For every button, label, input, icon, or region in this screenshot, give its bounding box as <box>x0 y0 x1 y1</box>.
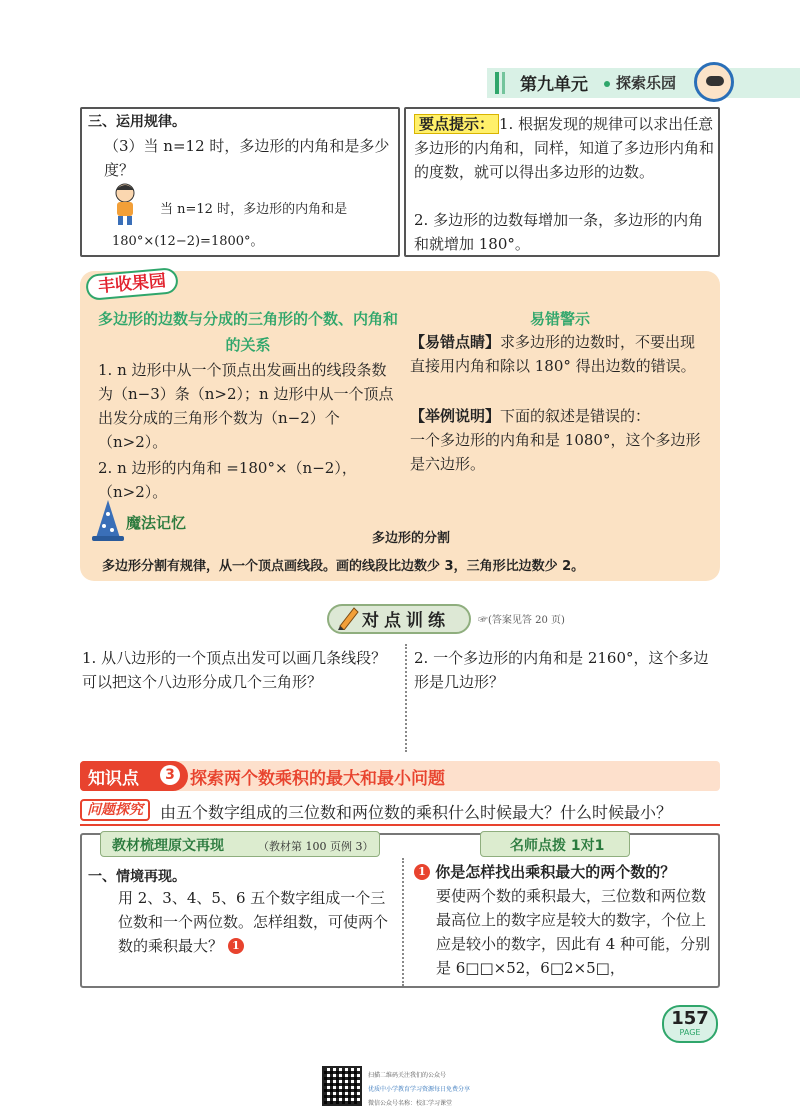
column-divider <box>402 858 404 986</box>
scenario-body: 用 2、3、4、5、6 五个数字组成一个三位数和一个两位数。怎样组数，可使两个数的乘积最大？ 1 <box>118 889 389 955</box>
error-paragraph: 【易错点睛】求多边形的边数时，不要出现直接用内角和除以 180° 得出边数的错误。 <box>410 333 696 375</box>
header-stripe <box>502 72 505 94</box>
exercise-2: 2. 一个多边形的内角和是 2160°，这个多边形是几边形？ <box>414 649 709 691</box>
teacher-question: 1 你是怎样找出乘积最大的两个数的？ <box>414 860 714 884</box>
section-title: 探索乐园 <box>616 74 677 92</box>
question-text: （3）当 n=12 时，多边形的内角和是多少度？ <box>104 137 390 179</box>
answer-line-1: 当 n=12 时，多边形的内角和是 <box>160 202 348 217</box>
textbook-tab-label: 教材梳理原文再现 <box>112 838 224 854</box>
harvest-right-title: 易错警示 <box>529 310 590 328</box>
exercise-1: 1. 从八边形的一个顶点出发可以画几条线段？可以把这个八边形分成几个三角形？ <box>82 649 387 691</box>
question-bar-text: 由五个数字组成的三位数和两位数的乘积什么时候最大？什么时候最小？ <box>160 803 673 822</box>
answer-line-2: 180°×(12−2)=1800°。 <box>112 234 264 249</box>
harvest-left-title: 多边形的边数与分成的三角形的个数、内角和的关系 <box>98 310 399 354</box>
note-marker-icon: 1 <box>414 864 430 880</box>
page-label: PAGE <box>679 1028 701 1037</box>
knowledge-title: 探索两个数乘积的最大和最小问题 <box>190 769 445 789</box>
example-detail: 一个多边形的内角和是 1080°，这个多边形是六边形。 <box>410 431 701 473</box>
mascot-glasses-icon <box>706 76 724 86</box>
unit-title: 第九单元 <box>520 75 588 95</box>
teacher-answer: 要使两个数的乘积最大，三位数和两位数最高位上的数字应是较大的数字，个位上应是较小的数字，因此有 4 种可能，分别是 6□□×52，6□2×5□， <box>436 887 711 977</box>
harvest-item-2: 2. n 边形的内角和 =180°×（n−2），（n>2）。 <box>98 459 357 501</box>
answer-reference: ☞(答案见答 20 页) <box>478 615 565 626</box>
qr-caption-1: 扫描二维码关注我们的公众号 <box>368 1072 447 1079</box>
teacher-tab-label: 名师点拨 1对1 <box>510 838 605 854</box>
training-title: 对点训练 <box>362 611 450 631</box>
header-stripe <box>495 72 499 94</box>
key-point-p2: 2. 多边形的边数每增加一条，多边形的内角和就增加 180°。 <box>414 211 704 253</box>
qr-caption-3: 微信公众号名称：校汇学习课堂 <box>368 1100 453 1107</box>
key-point-tag: 要点提示： <box>414 114 499 134</box>
column-divider <box>405 644 407 752</box>
textbook-tab-note: （教材第 100 页例 3） <box>258 840 374 853</box>
harvest-item-1: 1. n 边形中从一个顶点出发画出的线段条数为（n−3）条（n>2）；n 边形中从一个顶点出发分成的三角形个数为（n−2）个（n>2）。 <box>98 361 394 451</box>
knowledge-tag-label: 知识点 <box>88 769 139 789</box>
key-point-p1: 要点提示： 1. 根据发现的规律可以求出任意多边形的内角和，同样，知道了多边形内角和的度数，就可以得出多边形的边数。 <box>414 115 715 181</box>
boy-mascot-icon <box>110 182 140 226</box>
example-paragraph: 【举例说明】下面的叙述是错误的： <box>410 407 651 425</box>
qr-caption-2: 优质中小学教育学习资源每日免费分享 <box>368 1086 471 1093</box>
magic-subtitle: 多边形的分割 <box>372 531 451 546</box>
bullet-icon <box>604 81 610 87</box>
question-tag: 问题探究 <box>80 799 150 821</box>
pencil-icon <box>336 604 360 634</box>
section-heading: 三、运用规律。 <box>88 114 186 130</box>
magic-memory-label: 魔法记忆 <box>126 514 187 532</box>
note-marker-icon: 1 <box>228 938 244 954</box>
qr-code <box>322 1066 362 1106</box>
harvest-tag: 丰收果园 <box>85 267 179 301</box>
wizard-hat-icon <box>92 498 124 542</box>
magic-rule: 多边形分割有规律，从一个顶点画线段。画的线段比边数少 3，三角形比边数少 2。 <box>102 559 585 574</box>
knowledge-number: 3 <box>160 765 180 785</box>
page-number: 157 <box>671 1008 709 1029</box>
scenario-heading: 一、情境再现。 <box>88 869 186 885</box>
